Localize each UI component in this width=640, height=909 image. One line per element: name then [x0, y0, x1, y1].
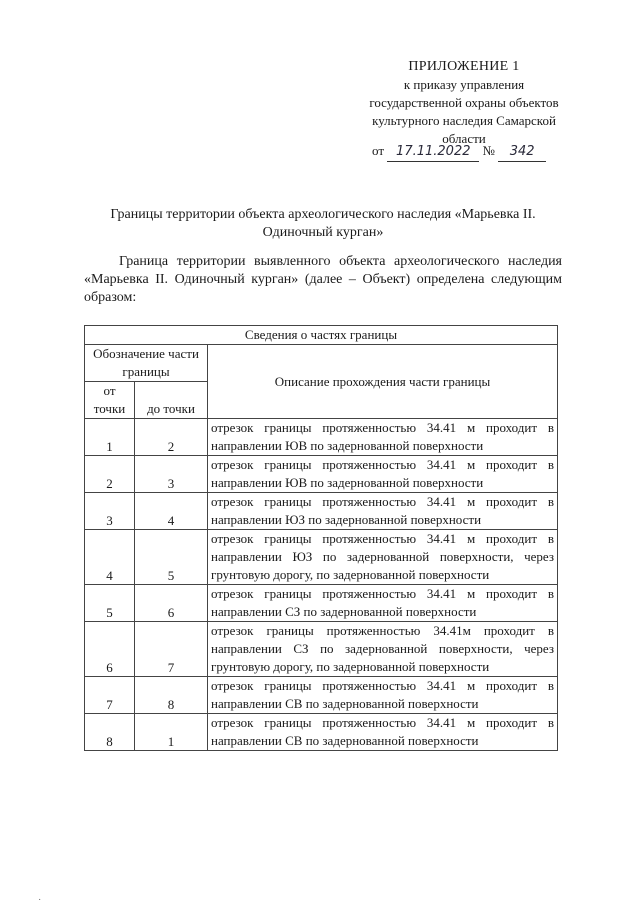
- from-point-cell: 1: [85, 419, 135, 456]
- table-row: [85, 714, 558, 751]
- scan-mark: ˙: [38, 898, 42, 909]
- appendix-heading: ПРИЛОЖЕНИЕ 1: [408, 59, 520, 74]
- description-cell: отрезок границы протяженностью 34.41 м проходит в направлении ЮВ по задернованной поверхности: [208, 419, 558, 456]
- table-row: [85, 677, 558, 714]
- from-point-cell: 4: [85, 530, 135, 585]
- description-cell: отрезок границы протяженностью 34.41 м проходит в направлении СЗ по задернованной поверхности: [208, 585, 558, 622]
- to-point-header: до точки: [135, 382, 208, 419]
- table-row: [85, 585, 558, 622]
- to-point-cell: 8: [135, 677, 208, 714]
- from-point-header: от точки: [85, 382, 135, 419]
- to-point-cell: 7: [135, 622, 208, 677]
- number-prefix: №: [482, 143, 495, 158]
- description-cell: отрезок границы протяженностью 34.41 м проходит в направлении ЮЗ по задернованной поверхности, через грунтовую дорогу, по задернованной поверхности: [208, 530, 558, 585]
- appendix-line: области: [442, 131, 486, 146]
- appendix-block: [350, 58, 578, 148]
- boundary-table: [84, 325, 558, 751]
- document-title: Границы территории объекта археологического наследия «Марьевка II. Одиночный курган»: [110, 207, 536, 240]
- table-row: [85, 622, 558, 677]
- from-point-cell: 8: [85, 714, 135, 751]
- from-point-cell: 6: [85, 622, 135, 677]
- from-point-cell: 2: [85, 456, 135, 493]
- description-cell: отрезок границы протяженностью 34.41 м проходит в направлении ЮВ по задернованной поверхности: [208, 456, 558, 493]
- date-prefix: от: [372, 143, 385, 158]
- from-point-cell: 5: [85, 585, 135, 622]
- appendix-line: к приказу управления: [403, 77, 525, 92]
- order-date-number: [372, 142, 546, 162]
- table-row: [85, 530, 558, 585]
- table-caption-row: [85, 326, 558, 345]
- handwritten-number: 342: [498, 143, 546, 162]
- to-point-cell: 6: [135, 585, 208, 622]
- table-row: [85, 456, 558, 493]
- description-header: Описание прохождения части границы: [208, 345, 558, 419]
- table-row: [85, 419, 558, 456]
- description-cell: отрезок границы протяженностью 34.41 м проходит в направлении СВ по задернованной поверхности: [208, 714, 558, 751]
- description-cell: отрезок границы протяженностью 34.41 м проходит в направлении ЮЗ по задернованной поверхности: [208, 493, 558, 530]
- description-cell: отрезок границы протяженностью 34.41 м проходит в направлении СВ по задернованной поверхности: [208, 677, 558, 714]
- appendix-line: государственной охраны объектов: [369, 95, 559, 110]
- from-point-cell: 3: [85, 493, 135, 530]
- to-point-cell: 1: [135, 714, 208, 751]
- to-point-cell: 4: [135, 493, 208, 530]
- to-point-cell: 2: [135, 419, 208, 456]
- intro-paragraph: Граница территории выявленного объекта археологического наследия «Марьевка II. Одиночный курган» (далее – Объект) определена следующим образом:: [84, 254, 562, 305]
- to-point-cell: 3: [135, 456, 208, 493]
- description-cell: отрезок границы протяженностью 34.41м проходит в направлении СЗ по задернованной поверхности, через грунтовую дорогу, по задернованной поверхности: [208, 622, 558, 677]
- table-header-row: [85, 345, 558, 382]
- from-point-cell: 7: [85, 677, 135, 714]
- to-point-cell: 5: [135, 530, 208, 585]
- part-designation-header: Обозначение части границы: [85, 345, 208, 382]
- appendix-line: культурного наследия Самарской: [372, 113, 556, 128]
- table-caption: Сведения о частях границы: [85, 326, 558, 345]
- handwritten-date: 17.11.2022: [387, 143, 479, 162]
- table-row: [85, 493, 558, 530]
